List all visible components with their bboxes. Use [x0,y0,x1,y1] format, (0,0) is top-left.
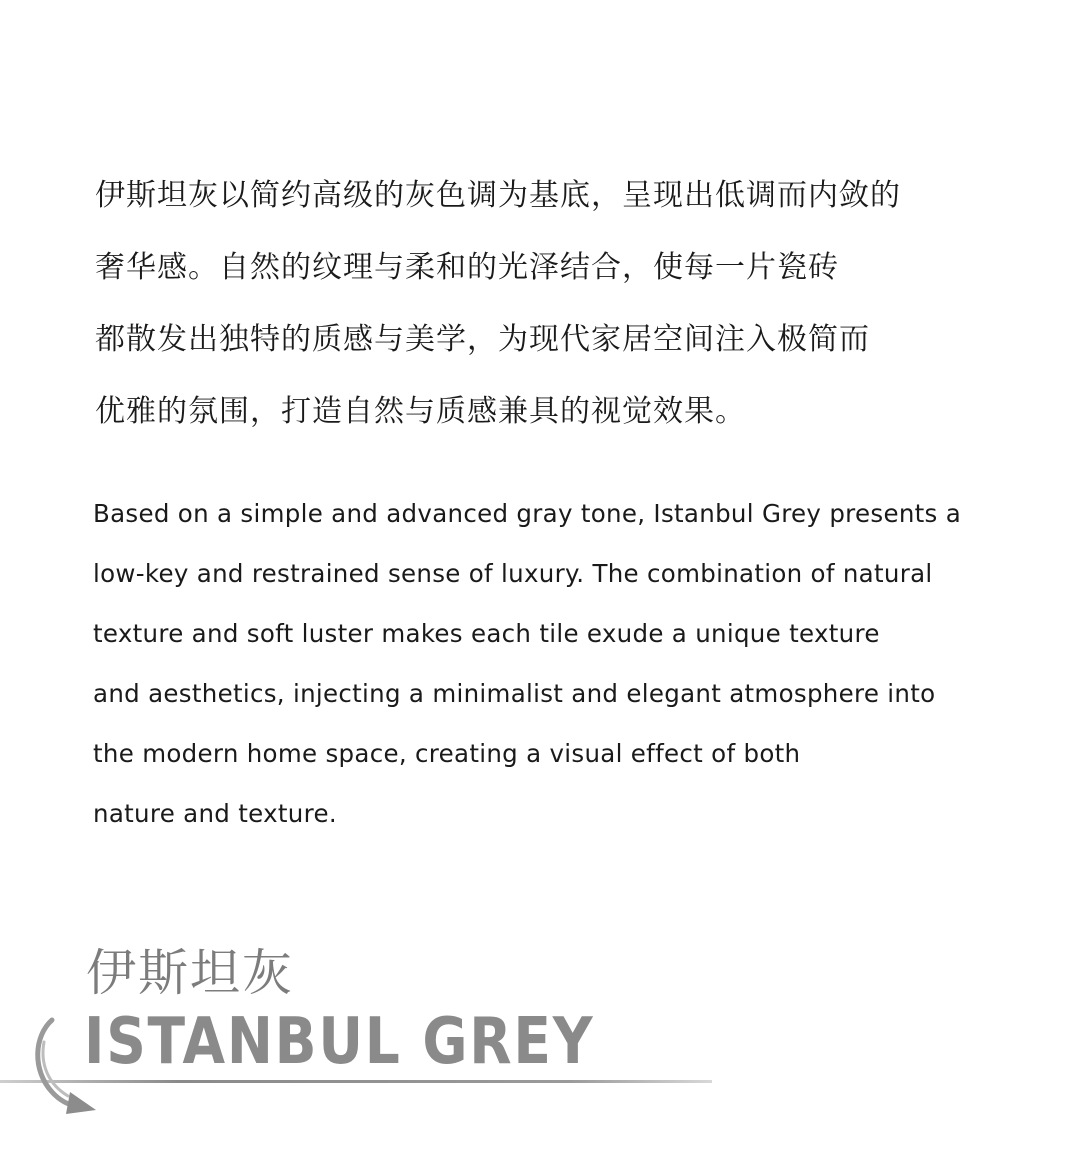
english-description [93,484,1033,844]
product-title-chinese: 伊斯坦灰 [86,944,294,1002]
swoosh-arrow-icon [30,1012,110,1122]
english-description-line: nature and texture. [93,799,337,828]
chinese-description-line: 奢华感。自然的纹理与柔和的光泽结合，使每一片瓷砖 [95,250,839,285]
chinese-description-line: 都散发出独特的质感与美学，为现代家居空间注入极简而 [95,322,870,357]
chinese-description-line: 优雅的氛围，打造自然与质感兼具的视觉效果。 [95,394,746,429]
chinese-description [95,160,995,448]
english-description-line: texture and soft luster makes each tile exude a unique texture [93,619,880,648]
product-title-english: ISTANBUL GREY [84,1005,595,1079]
english-description-line: and aesthetics, injecting a minimalist and elegant atmosphere into [93,679,936,708]
english-description-line: Based on a simple and advanced gray tone, Istanbul Grey presents a [93,499,962,528]
english-description-line: low-key and restrained sense of luxury. The combination of natural [93,559,933,588]
english-description-line: the modern home space, creating a visual effect of both [93,739,801,768]
chinese-description-line: 伊斯坦灰以简约高级的灰色调为基底，呈现出低调而内敛的 [95,178,901,213]
